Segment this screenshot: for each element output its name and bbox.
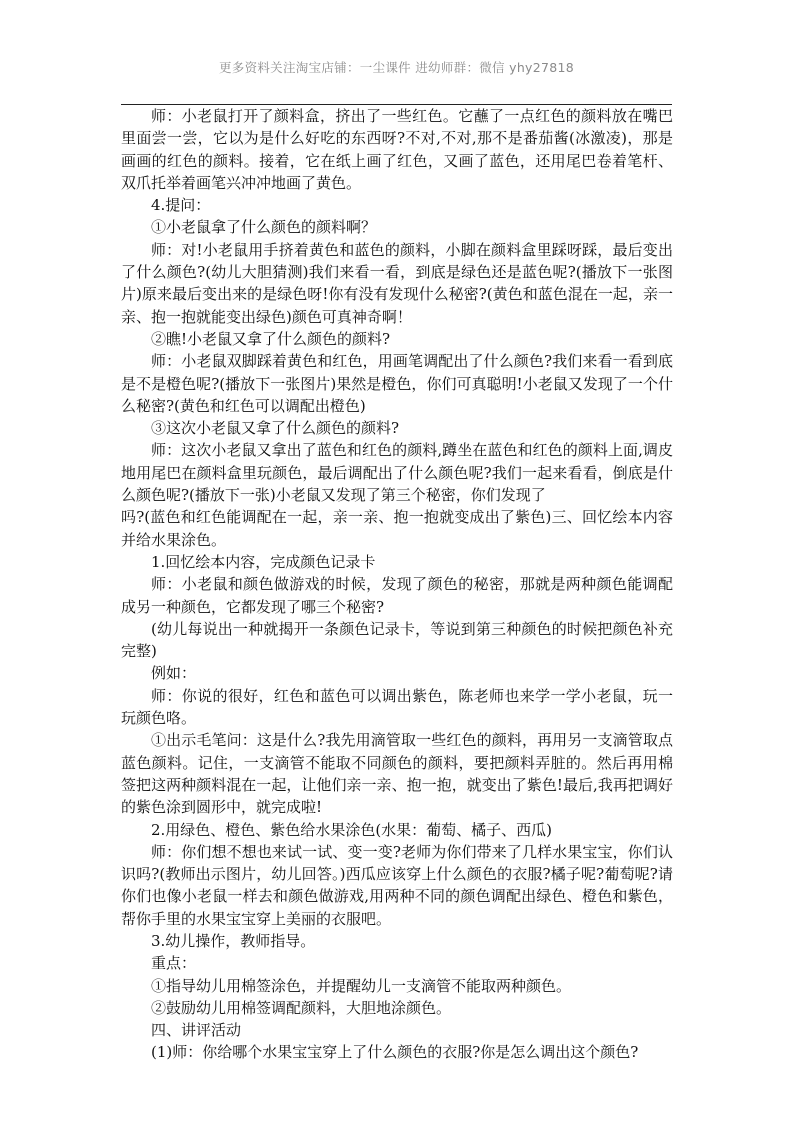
paragraph: ①小老鼠拿了什么颜色的颜料啊？ — [151, 218, 377, 237]
paragraph: 师：你说的很好，红色和蓝色可以调出紫色，陈老师也来学一学小老鼠，玩一玩颜色咯。 — [121, 686, 673, 728]
paragraph: ③这次小老鼠又拿了什么颜色的颜料? — [151, 419, 400, 438]
paragraph: 师：小老鼠双脚踩着黄色和红色，用画笔调配出了什么颜色?我们来看一看到底是不是橙色呢?(播放下一张图片)果然是橙色，你们可真聪明!小老鼠又发现了一个什么秘密?(黄色和红色可以调配出橙色) — [121, 352, 673, 415]
page-header-watermark: 更多资料关注淘宝店铺：一尘课件 进幼师群：微信 yhy27818 — [218, 60, 575, 75]
paragraph: 四、讲评活动 — [151, 1021, 242, 1040]
paragraph: 4.提问： — [151, 196, 211, 215]
paragraph: 师：小老鼠打开了颜料盒，挤出了一些红色。它蘸了一点红色的颜料放在嘴巴里面尝一尝，它以为是什么好吃的东西呀?不对,不对,那不是番茄酱(冰激凌)，那是画画的红色的颜料。接着，它在纸上画了红色，又画了蓝色，还用尾巴卷着笔杆、双爪托举着画笔兴冲冲地画了黄色。 — [121, 107, 673, 192]
paragraph: 1.回忆绘本内容，完成颜色记录卡 — [151, 552, 376, 571]
paragraph: 师：小老鼠和颜色做游戏的时候，发现了颜色的秘密，那就是两种颜色能调配成另一种颜色，它都发现了哪三个秘密? — [121, 575, 673, 616]
paragraph: 师：这次小老鼠又拿出了蓝色和红色的颜料,蹲坐在蓝色和红色的颜料上面,调皮地用尾巴在颜料盒里玩颜色，最后调配出了什么颜色呢?我们一起来看看，倒底是什么颜色呢?(播放下一张)小老鼠又发现了第三个秘密，你们发现了 — [121, 441, 673, 505]
paragraph: 3.幼儿操作，教师指导。 — [151, 931, 316, 950]
paragraph: 师：你们想不想也来试一试、变一变?老师为你们带来了几样水果宝宝，你们认识吗?(教师出示图片，幼儿回答。)西瓜应该穿上什么颜色的衣服?橘子呢?葡萄呢?请你们也像小老鼠一样去和颜色做游戏,用两种不同的颜色调配出绿色、橙色和紫色，帮你手里的水果宝宝穿上美丽的衣服吧。 — [121, 842, 673, 928]
paragraph: ①出示毛笔问：这是什么?我先用滴管取一些红色的颜料，再用另一支滴管取点蓝色颜料。记住，一支滴管不能取不同颜色的颜料，要把颜料弄脏的。然后再用棉签把这两种颜料混在一起，让他们亲一亲、抱一抱，就变出了紫色!最后,我再把调好的紫色涂到圆形中，就完成啦! — [121, 731, 673, 817]
paragraph: (1)师：你给哪个水果宝宝穿上了什么颜色的衣服?你是怎么调出这个颜色? — [151, 1043, 639, 1062]
paragraph: (幼儿每说出一种就揭开一条颜色记录卡，等说到第三种颜色的时候把颜色补充完整) — [121, 619, 673, 661]
paragraph: 例如： — [151, 664, 197, 683]
paragraph: ②鼓励幼儿用棉签调配颜料，大胆地涂颜色。 — [151, 998, 452, 1017]
paragraph: 2.用绿色、橙色、紫色给水果涂色(水果：葡萄、橘子、西瓜) — [151, 820, 553, 839]
document-body — [121, 105, 673, 1064]
paragraph: 吗?(蓝色和红色能调配在一起，亲一亲、抱一抱就变成出了紫色)三、回忆绘本内容并给水果涂色。 — [121, 508, 673, 549]
paragraph: ②瞧!小老鼠又拿了什么颜色的颜料? — [151, 329, 391, 348]
paragraph: ①指导幼儿用棉签涂色，并提醒幼儿一支滴管不能取两种颜色。 — [151, 976, 572, 995]
paragraph: 重点： — [151, 954, 197, 973]
paragraph: 师：对!小老鼠用手挤着黄色和蓝色的颜料，小脚在颜料盒里踩呀踩，最后变出了什么颜色?(幼儿大胆猜测)我们来看一看，到底是绿色还是蓝色呢?(播放下一张图片)原来最后变出来的是绿色呀!你有没有发现什么秘密?(黄色和蓝色混在一起，亲一亲、抱一抱就能变出绿色)颜色可真神奇啊！ — [121, 240, 673, 326]
